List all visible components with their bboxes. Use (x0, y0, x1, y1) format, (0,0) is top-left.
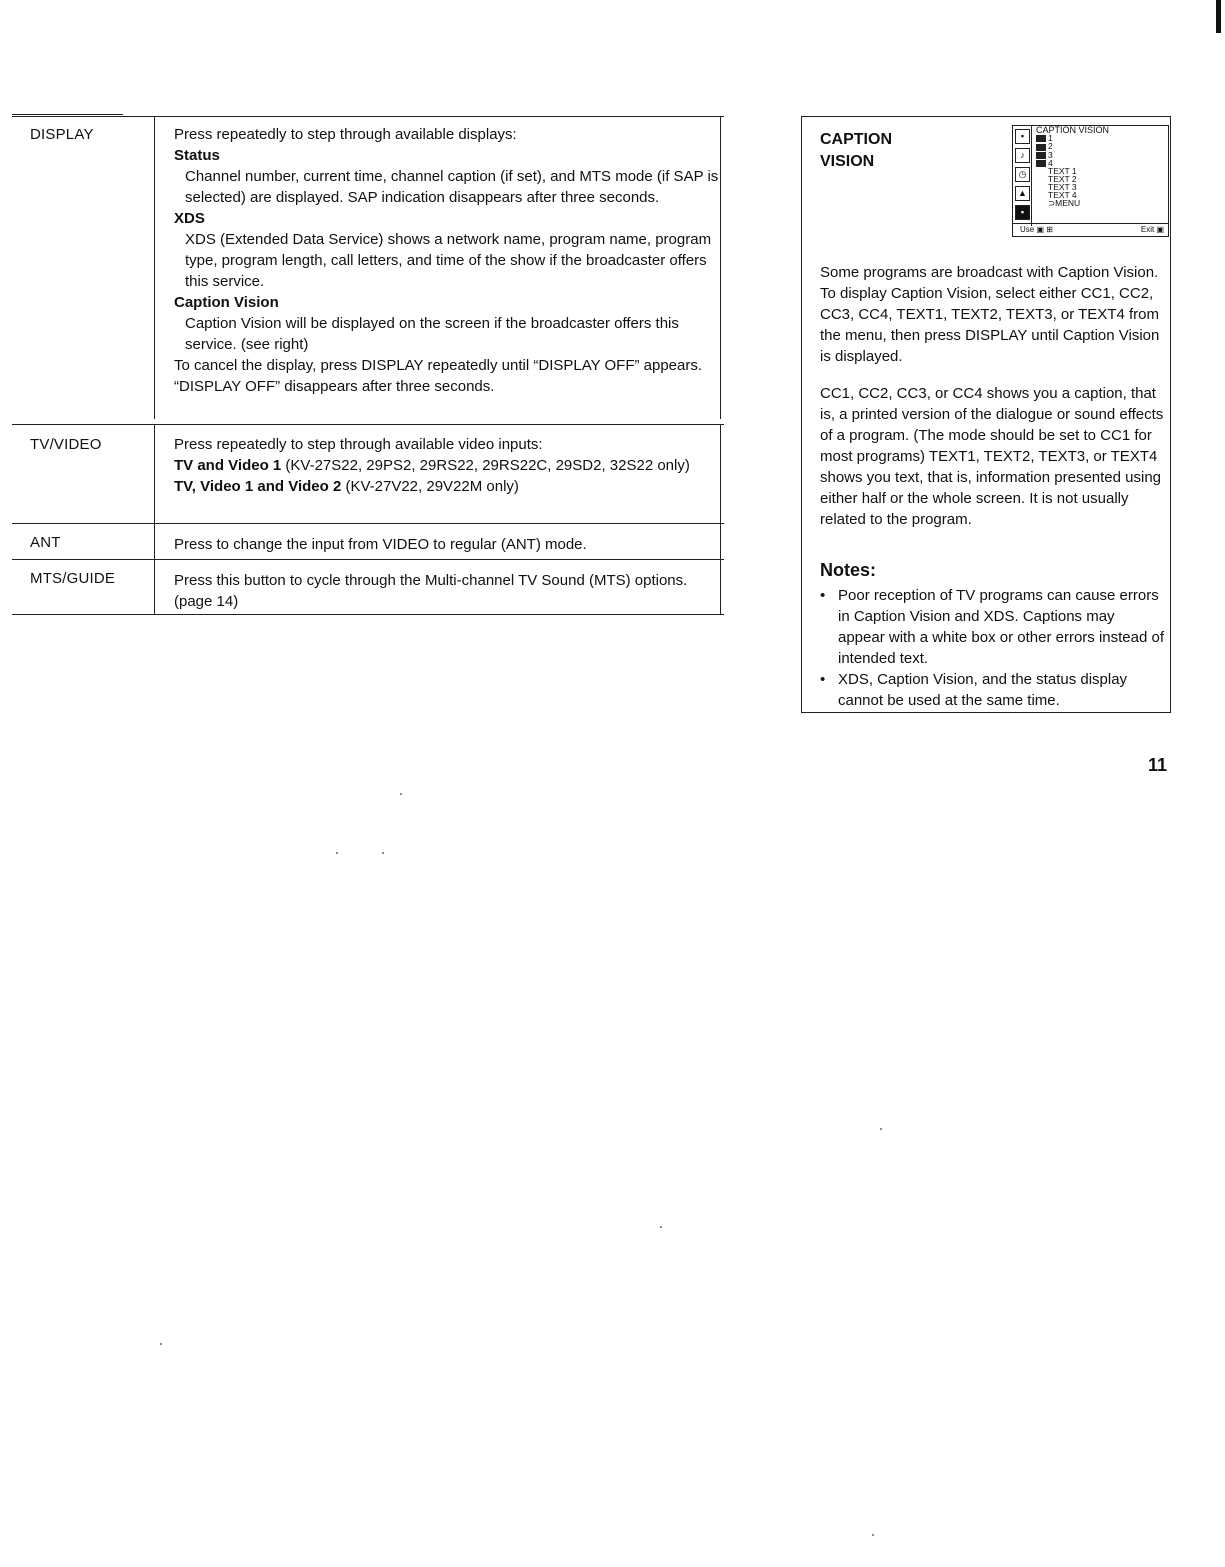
lock-icon: ▲ (1015, 186, 1030, 201)
note-text: XDS, Caption Vision, and the status display cannot be used at the same time. (838, 671, 1128, 709)
tv-video-intro: Press repeatedly to step through available video inputs: (174, 436, 543, 453)
menu-icon-column (1013, 126, 1032, 226)
notes-list (820, 585, 1165, 711)
display-line: Press repeatedly to step through available displays: (174, 126, 517, 143)
menu-exit-label: Exit (1140, 225, 1155, 234)
display-status-heading: Status (174, 147, 220, 164)
row-desc-display (154, 116, 721, 419)
caption-menu-item (1036, 134, 1109, 142)
mts-guide-text: Press this button to cycle through the Multi-channel TV Sound (MTS) options. (page 14) (174, 572, 688, 610)
display-status-text: Channel number, current time, channel caption (if set), and MTS mode (if SAP is selected) are displayed. SAP indication disappears after three seconds. (185, 168, 719, 206)
cc-badge-icon (1036, 160, 1046, 167)
bullet-icon: • (820, 587, 826, 604)
caption-menu-item (1036, 142, 1109, 150)
scan-speck (400, 793, 402, 795)
caption-paragraph-1 (820, 262, 1165, 367)
tv-video-option-2 (174, 476, 720, 497)
caption-menu-item-label: 1 (1048, 133, 1053, 143)
menu-use-label: Use (1020, 225, 1035, 234)
row-label-mts-guide: MTS/GUIDE (30, 570, 116, 587)
caption-menu-item: TEXT 1 (1048, 166, 1077, 176)
caption-menu-item: ⊃MENU (1048, 198, 1081, 208)
display-cancel-text: To cancel the display, press DISPLAY repeatedly until “DISPLAY OFF” appears. “DISPLAY OFF” disappears after three seconds. (174, 357, 703, 395)
scan-speck (382, 852, 384, 854)
tv-video-option-2-models: (KV-27V22, 29V22M only) (341, 478, 519, 495)
caption-paragraph-2 (820, 383, 1165, 530)
caption-menu-list (1036, 126, 1109, 207)
page-number: 11 (1148, 755, 1168, 775)
cc-badge-icon (1036, 144, 1046, 151)
row-desc-mts-guide (154, 560, 721, 614)
notes-heading: Notes: (820, 560, 877, 580)
row-label-display: DISPLAY (30, 126, 94, 143)
margin-mark (1216, 0, 1221, 33)
note-item (820, 669, 1165, 711)
scan-speck (160, 1343, 162, 1345)
caption-vision-box (801, 116, 1171, 713)
note-text: Poor reception of TV programs can cause errors in Caption Vision and XDS. Captions may appear with a white box or other errors instead of intended text. (838, 587, 1165, 667)
tv-video-option-1-models: (KV-27S22, 29PS2, 29RS22, 29RS22C, 29SD2, 32S22 only) (281, 457, 690, 474)
display-caption-heading: Caption Vision (174, 294, 279, 311)
row-label-tv-video: TV/VIDEO (30, 436, 102, 453)
scan-speck (336, 852, 338, 854)
ant-text: Press to change the input from VIDEO to regular (ANT) mode. (174, 536, 587, 553)
scan-speck (880, 1128, 882, 1130)
caption-menu-item: TEXT 2 (1048, 174, 1077, 184)
note-item (820, 585, 1165, 669)
caption-title-line-1: CAPTION (820, 131, 892, 148)
caption-menu-item-label: 2 (1048, 141, 1053, 152)
tv-video-option-2-name: TV, Video 1 and Video 2 (174, 478, 342, 495)
cc-badge-icon (1036, 152, 1046, 159)
caption-vision-menu-screen (1012, 125, 1169, 237)
scan-speck (872, 1534, 874, 1536)
bullet-icon: • (820, 671, 826, 688)
tv-video-option-1 (174, 455, 720, 476)
caption-menu-item (1036, 151, 1109, 159)
caption-vision-title (820, 129, 892, 173)
caption-intro-text: Some programs are broadcast with Caption Vision. To display Caption Vision, select either CC1, CC2, CC3, CC4, TEXT1, TEXT2, TEXT3, or TEXT4 from the menu, then press DISPLAY until Caption Vision is displayed. (820, 264, 1160, 365)
caption-menu-header: CAPTION VISION (1036, 125, 1110, 135)
display-xds-text: XDS (Extended Data Service) shows a network name, program name, program type, program length, call letters, and time of the show if the broadcaster offers this service. (185, 231, 712, 290)
menu-button-icon: ▣ (1156, 225, 1164, 234)
scan-speck (660, 1226, 662, 1228)
music-note-icon: ♪ (1015, 148, 1030, 163)
caption-menu-item-label: 4 (1048, 157, 1053, 168)
display-caption-text: Caption Vision will be displayed on the screen if the broadcaster offers this service. (see right) (185, 315, 679, 353)
cc-icon: ▪ (1015, 129, 1030, 144)
joystick-icon: ▣ ⊞ (1036, 225, 1053, 234)
display-xds-heading: XDS (174, 210, 205, 227)
caption-title-line-2: VISION (820, 153, 875, 170)
cc-badge-icon (1036, 135, 1046, 142)
tv-video-option-1-name: TV and Video 1 (174, 457, 282, 474)
caption-menu-item-label: 3 (1048, 149, 1053, 160)
table-bottom-line (12, 614, 724, 615)
menu-use-hint (1020, 224, 1053, 236)
clock-icon: ◷ (1015, 167, 1030, 182)
row-desc-tv-video (154, 425, 721, 523)
row-desc-ant (154, 524, 721, 559)
row-label-ant: ANT (30, 534, 61, 551)
caption-menu-item: TEXT 4 (1048, 190, 1077, 200)
caption-icon: ▪ (1015, 205, 1030, 220)
caption-mode-text: CC1, CC2, CC3, or CC4 shows you a caption, that is, a printed version of the dialogue or sound effects of a program. (The mode should be set to CC1 for most programs) TEXT1, TEXT2, TEXT3, or TEXT4 shows you text, that is, information presented using either half or the whole screen. It is not usually related to the program. (820, 385, 1164, 528)
top-rule (12, 114, 123, 115)
menu-footer-bar (1013, 223, 1168, 236)
menu-exit-hint (1141, 224, 1164, 236)
caption-menu-item: TEXT 3 (1048, 182, 1077, 192)
